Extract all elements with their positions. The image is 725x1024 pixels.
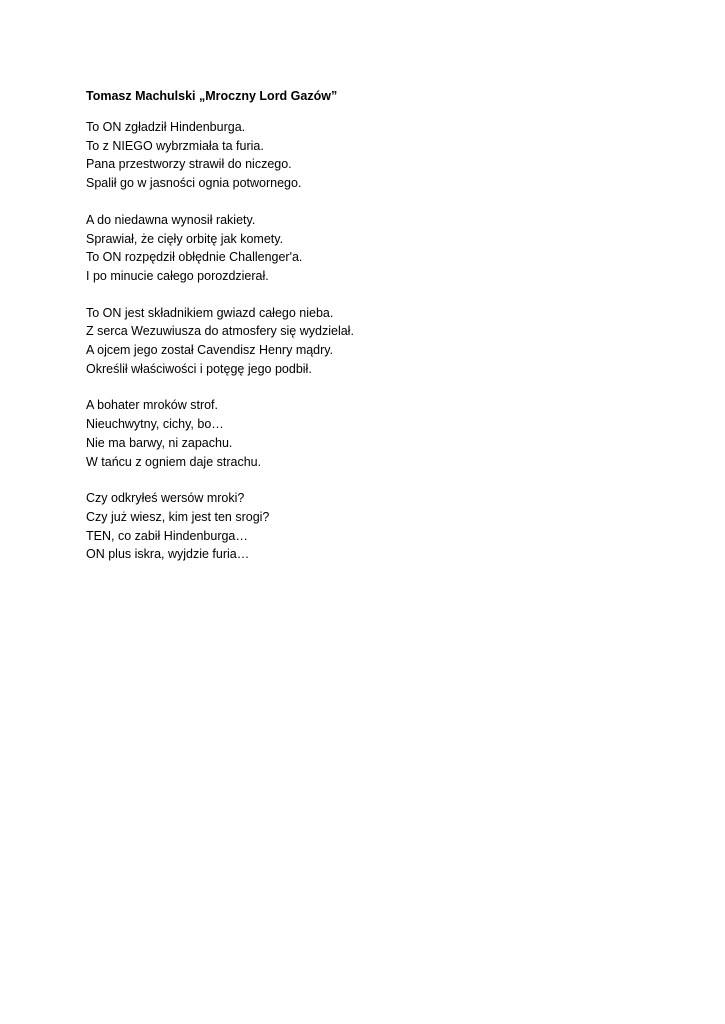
poem-line: To z NIEGO wybrzmiała ta furia. — [86, 138, 264, 153]
poem-line: W tańcu z ogniem daje strachu. — [86, 454, 262, 469]
poem-line: TEN, co zabił Hindenburga… — [86, 528, 248, 543]
poem-line: Nie ma barwy, ni zapachu. — [86, 435, 233, 450]
poem-line: A bohater mroków strof. — [86, 398, 219, 413]
poem-line: A ojcem jego został Cavendisz Henry mądry. — [86, 343, 334, 358]
poem-title: Tomasz Machulski „Mroczny Lord Gazów” — [86, 89, 338, 103]
poem-line: Określił właściwości i potęgę jego podbił. — [86, 361, 312, 376]
poem-line: To ON jest składnikiem gwiazd całego nieba. — [86, 305, 334, 320]
poem-line: Czy już wiesz, kim jest ten srogi? — [86, 509, 270, 524]
stanza-1 — [86, 118, 646, 193]
poem-line: To ON rozpędził obłędnie Challenger'a. — [86, 250, 303, 265]
stanza-5 — [86, 489, 646, 564]
poem-line: Nieuchwytny, cichy, bo… — [86, 417, 224, 432]
poem-line: Pana przestworzy strawił do niczego. — [86, 157, 292, 172]
stanza-2 — [86, 211, 646, 286]
poem-line: I po minucie całego porozdzierał. — [86, 268, 269, 283]
poem-line: Czy odkryłeś wersów mroki? — [86, 491, 245, 506]
poem-line: Z serca Wezuwiusza do atmosfery się wydzielał. — [86, 324, 354, 339]
poem-line: A do niedawna wynosił rakiety. — [86, 212, 256, 227]
poem-line: Spalił go w jasności ognia potwornego. — [86, 176, 302, 191]
poem-line: To ON zgładził Hindenburga. — [86, 120, 246, 134]
stanza-3 — [86, 304, 646, 379]
poem — [86, 88, 646, 582]
poem-line: Sprawiał, że cięły orbitę jak komety. — [86, 231, 284, 246]
poem-line: ON plus iskra, wyjdzie furia… — [86, 547, 250, 562]
stanza-4 — [86, 396, 646, 471]
